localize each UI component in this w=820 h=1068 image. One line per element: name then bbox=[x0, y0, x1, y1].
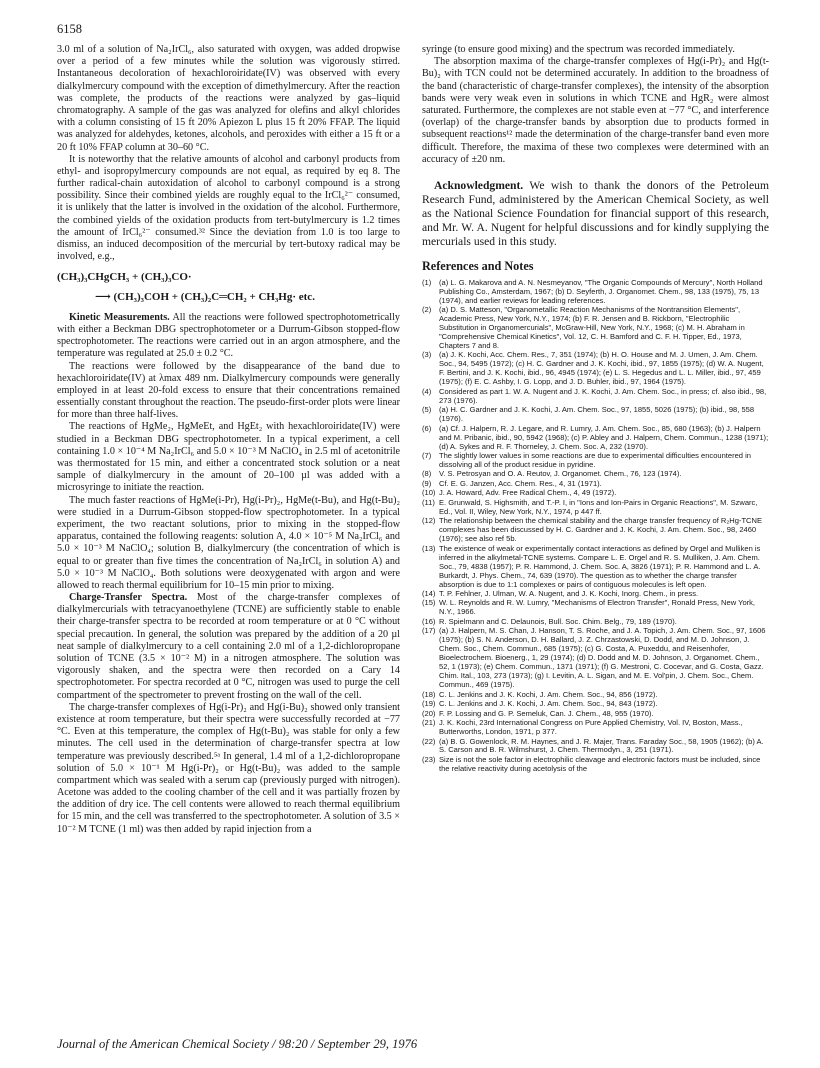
acknowledgment bbox=[422, 179, 769, 250]
paragraph bbox=[57, 312, 400, 361]
references-list bbox=[422, 279, 769, 774]
reference-text: (a) H. C. Gardner and J. K. Kochi, J. Am. Chem. Soc., 97, 1855, 5026 (1975); (b) ibid., 98, 558 (1976). bbox=[439, 405, 755, 424]
reference-item bbox=[422, 545, 769, 590]
reference-item bbox=[422, 756, 769, 774]
reference-number: (7) bbox=[422, 450, 432, 460]
equation-line: ⟶ (CH₃)₃COH + (CH₃)₂C═CH₂ + CH₃Hg· etc. bbox=[95, 290, 315, 303]
reference-text: (a) D. S. Matteson, "Organometallic Reaction Mechanisms of the Nontransition Elements", Academic Press, New York, N.Y., 1974; (b) F. R. Jensen and B. Rickborn, "Electrophilic Substitution in Organomercurials", McGraw-Hill, New York, N.Y., 1968; (c) M. H. Abraham in "Comprehensive Chemical Kinetics", Vol. 12, C. H. Bamford and C. F. H. Tipper, Ed., 1973, Chapters 7 and 8. bbox=[439, 304, 745, 350]
reference-text: (a) Cf. J. Halpern, R. J. Legare, and R. Lumry, J. Am. Chem. Soc., 85, 680 (1963); (b) J. Halpern and M. Pribanic, ibid., 90, 5942 (1968); (c) P. Abley and J. Halpern, Chem. Commun., 1238 (1971); (d) A. Sykes and R. F. Thorneley, J. Chem. Soc. A, 232 (1970). bbox=[439, 423, 769, 451]
reference-item bbox=[422, 351, 769, 387]
reference-text: Cf. E. G. Janzen, Acc. Chem. Res., 4, 31 (1971). bbox=[439, 478, 602, 488]
reference-text: (a) L. G. Makarova and A. N. Nesmeyanov, "The Organic Compounds of Mercury", North Holland Publishing Co., Amsterdam, 1967; (b) D. Seyferth, J. Organomet. Chem., 98, 133 (1975), 75, 13 (1974), and earlier reviews for leading references. bbox=[439, 277, 763, 305]
paragraph: It is noteworthy that the relative amounts of alcohol and carbonyl products from ethyl- and isopropylmercury compounds are not equal, as required by eq 8. The further radical-chain autoxidation of alcohol to carbonyl compound is a strong possibility. Since their combined yields are roughly equal to the IrCl₆²⁻ consumed, it is unlikely that the latter is involved in the oxidation of the alcohol. Furthermore, the combined yields of the oxidation products from tert-butylmercury is 1.2 times the amount of IrCl₆²⁻ consumed.³² Since the deviation from 1.0 is too large to dismiss, an induced decomposition of the mercurial by tert-butoxy radical may be involved, e.g., bbox=[57, 153, 400, 263]
journal-footer: Journal of the American Chemical Society / 98:20 / September 29, 1976 bbox=[57, 1037, 418, 1051]
reference-item bbox=[422, 406, 769, 424]
reference-item bbox=[422, 425, 769, 452]
reference-text: V. S. Petrosyan and O. A. Reutov, J. Organomet. Chem., 76, 123 (1974). bbox=[439, 469, 682, 479]
page-number: 6158 bbox=[57, 22, 82, 36]
reference-number: (16) bbox=[422, 616, 436, 626]
reference-number: (23) bbox=[422, 754, 436, 764]
reference-item bbox=[422, 627, 769, 690]
reference-number: (14) bbox=[422, 589, 436, 599]
reference-text: The slightly lower values in some reactions are due to experimental difficulties encountered in dissolving all of the product residue in pyridine. bbox=[439, 450, 751, 469]
paragraph: The reactions were followed by the disappearance of the band due to hexachloroiridate(IV) at λmax 489 nm. Dialkylmercury compounds were generally employed in at least 20-fold excess to ensure that their concentrations remained essentially constant throughout the reaction. The pseudo-first-order plots were linear for more than three half-lives. bbox=[57, 360, 400, 421]
reference-number: (9) bbox=[422, 478, 432, 488]
reference-number: (15) bbox=[422, 598, 436, 608]
reference-item bbox=[422, 719, 769, 737]
reference-number: (10) bbox=[422, 488, 436, 498]
reference-number: (17) bbox=[422, 626, 436, 636]
reference-number: (2) bbox=[422, 304, 432, 314]
reference-item bbox=[422, 489, 769, 498]
reference-text: (a) B. G. Gowenlock, R. M. Haynes, and J. R. Majer, Trans. Faraday Soc., 58, 1905 (1962); (b) A. S. Carson and B. R. Wilmshurst, J. Chem. Thermodyn., 3, 251 (1971). bbox=[439, 736, 764, 755]
reference-number: (21) bbox=[422, 718, 436, 728]
paragraph: The much faster reactions of HgMe(i-Pr), Hg(i-Pr)₂, HgMe(t-Bu), and Hg(t-Bu)₂ were studied in a Durrum-Gibson stopped-flow spectrophotometer. In a typical experiment, the two reactant solutions, prior to mixing in the stopped-flow apparatus, contained the following reagents: solution A, 4.0 × 10⁻⁵ M Na₂IrCl₆ and 5.0 × 10⁻³ M NaClO₄; solution B, dialkylmercury (the concentration of which is equal to or greater than five times the concentration of Na₂IrCl₆ in solution A) and 5.0 × 10⁻³ M NaClO₄. Both solutions were deoxygenated with argon and were allowed to reach thermal equilibrium for 10–15 min prior to mixing. bbox=[57, 494, 400, 591]
reference-text: R. Spielmann and C. Delaunois, Bull. Soc. Chim. Belg., 79, 189 (1970). bbox=[439, 616, 677, 626]
paragraph: syringe (to ensure good mixing) and the spectrum was recorded immediately. bbox=[422, 44, 735, 55]
reference-text: W. L. Reynolds and R. W. Lumry, "Mechanisms of Electron Transfer", Ronald Press, New York, N.Y., 1966. bbox=[439, 598, 756, 617]
left-column bbox=[57, 44, 400, 836]
reference-text: E. Grunwald, S. Highsmith, and T.-P. I, in "Ions and Ion-Pairs in Organic Reactions", M. Szwarc, Ed., Vol. II, Wiley, New York, N.Y., 1974, p 447 ff. bbox=[439, 497, 758, 516]
reference-text: F. P. Lossing and G. P. Semeluk, Can. J. Chem., 48, 955 (1970). bbox=[439, 708, 654, 718]
reference-item bbox=[422, 388, 769, 406]
reference-number: (22) bbox=[422, 736, 436, 746]
reference-number: (6) bbox=[422, 423, 432, 433]
references-heading: References and Notes bbox=[422, 258, 534, 273]
reference-item bbox=[422, 499, 769, 517]
reference-text: (a) J. K. Kochi, Acc. Chem. Res., 7, 351 (1974); (b) H. O. House and M. J. Umen, J. Am. Chem. Soc., 94, 5495 (1972); (c) H. C. Gardner and J. K. Kochi, ibid., 97, 1855 (1975); (d) W. A. Nugent, F. Bertini, and J. K. Kochi, ibid., 96, 4945 (1974); (e) L. S. Hegedus and L. L. Miller, ibid., 97, 459 (1975); (f) E. C. Ashby, I. G. Lopp, and J. D. Buhler, ibid., 97, 1964 (1975). bbox=[439, 350, 764, 387]
reference-item bbox=[422, 738, 769, 756]
reference-text: Size is not the sole factor in electrophilic cleavage and electronic factors must be included, since the relative reactivity during acetolysis of the bbox=[439, 754, 761, 773]
reference-text: (a) J. Halpern, M. S. Chan, J. Hanson, T. S. Roche, and J. A. Topich, J. Am. Chem. Soc., 97, 1606 (1975); (b) S. N. Anderson, D. H. Ballard, J. Z. Chrzastowski, D. Dodd, and M. D. Johnson, J. Chem. Soc., Chem. Commun., 685 (1975); (c) G. Costa, A. Puxeddu, and Reisenhofer, Bioelectrochem. Bioenerg., 1, 29 (1974); (d) D. Dodd and M. D. Johnson, J. Organomet. Chem., 52, 1 (1973); (e) Chem. Commun., 1371 (1971); (f) G. Mestroni, C. Cocevar, and G. Costa, Gazz. Chim. Ital., 103, 273 (1973); (g) I. Levitin, A. L. Sigan, and M. E. Vol'pin, J. Chem. Soc., Chem. Commun., 469 (1975). bbox=[439, 626, 766, 690]
equation-line: (CH₃)₃CHgCH₃ + (CH₃)₃CO· bbox=[57, 271, 192, 284]
reference-number: (8) bbox=[422, 469, 432, 479]
reference-text: J. A. Howard, Adv. Free Radical Chem., 4, 49 (1972). bbox=[439, 488, 617, 498]
reference-number: (1) bbox=[422, 277, 432, 287]
reference-number: (13) bbox=[422, 543, 436, 553]
paragraph: The absorption maxima of the charge-transfer complexes of Hg(i-Pr)₂ and Hg(t-Bu)₂ with TCN could not be determined accurately. In addition to the broadness of the band (characteristic of charge-transfer complexes), the intensity of the absorption bands were very weak even in solutions in which TCNE and HgR₂ were almost saturated. Furthermore, the complexes are not stable even at −77 °C, and interference (overlap) of the charge-transfer bands by absorption due to products formed in subsequent reactions¹² made the determination of the charge-transfer band even more difficult. Therefore, the maxima of these two complexes were determined with an accuracy of ±20 nm. bbox=[422, 56, 769, 165]
reference-item bbox=[422, 599, 769, 617]
paragraph: The charge-transfer complexes of Hg(i-Pr)₂ and Hg(i-Bu)₂ showed only transient existence at room temperature, but their spectra were successfully recorded at −77 °C. Even at this temperature, the complex of Hg(t-Bu)₂ was stable for only a few minutes. The cell used in the determination of charge-transfer spectra at low temperature was previously described.⁵ᵃ In general, 1.4 ml of a 1,2-dichloropropane solution of 5.0 × 10⁻¹ M Hg(i-Pr)₂ or Hg(t-Bu)₂ was added to the sample compartment which was sealed with a serum cap (previously purged with nitrogen). Acetone was added to the cooling chamber of the cell and it was partially frozen by the addition of dry ice. The cell contents were allowed to reach thermal equilibrium for 15 min, and the cell was transferred to the spectrophotometer. A solution of 3.5 × 10⁻² M TCNE (1 ml) was then added by rapid injection from a bbox=[57, 701, 400, 835]
reference-number: (20) bbox=[422, 708, 436, 718]
paragraph: 3.0 ml of a solution of Na₂IrCl₆, also saturated with oxygen, was added dropwise over a period of a few minutes while the solution was vigorously stirred. Instantaneous decoloration of hexachloroiridate(IV) was observed with every dialkylmercury compound with the exception of dimethylmercury. After the reaction was complete, the products of the reactions were analyzed by gas–liquid chromatography. A sample of the gas was analyzed for olefins and alkyl chlorides with a column consisting of 15 ft 20% Apiezon L plus 15 ft 20% FFAP. The liquid was analyzed for aldehydes, ketones, alcohols, and peroxides with either a 15 ft or a 20 ft 10% FFAP column at 30–60 °C. bbox=[57, 44, 400, 153]
reference-item bbox=[422, 700, 769, 709]
run-in-heading: Acknowledgment. bbox=[434, 178, 524, 192]
run-in-heading: Kinetic Measurements. bbox=[69, 311, 170, 323]
reference-text: C. L. Jenkins and J. K. Kochi, J. Am. Chem. Soc., 94, 843 (1972). bbox=[439, 699, 658, 709]
reference-item bbox=[422, 517, 769, 544]
reference-text: C. L. Jenkins and J. K. Kochi, J. Am. Chem. Soc., 94, 856 (1972). bbox=[439, 689, 658, 699]
reference-text: Considered as part 1. W. A. Nugent and J. K. Kochi, J. Am. Chem. Soc., in press; cf. also ibid., 98, 273 (1976). bbox=[439, 386, 767, 405]
reference-item bbox=[422, 306, 769, 351]
paragraph-text: All the reactions were followed spectrophotometrically with either a Beckman DBG spectrophotometer or a Durrum-Gibson stopped-flow spectrophotometer. The reactions were carried out in an argon atmosphere, and the temperature was regulated at 25.0 ± 0.2 °C. bbox=[57, 311, 400, 360]
paragraph bbox=[57, 592, 400, 702]
reference-number: (4) bbox=[422, 386, 432, 396]
reference-number: (18) bbox=[422, 689, 436, 699]
reference-item bbox=[422, 452, 769, 470]
right-column bbox=[422, 44, 769, 774]
run-in-heading: Charge-Transfer Spectra. bbox=[69, 592, 188, 604]
reference-text: J. K. Kochi, 23rd International Congress on Pure Applied Chemistry, Vol. IV, Boston, Mass., Butterworths, London, 1971, p 377. bbox=[439, 718, 743, 737]
reference-text: The existence of weak or experimentally contact interactions as defined by Orgel and Mulliken is inferred in the alkylmetal-TCNE systems. Compare L. E. Orgel and R. S. Mulliken, J. Am. Chem. Soc., 79, 4838 (1957); P. R. Hammond, J. Chem. Soc. A, 3826 (1971); P. R. Hammond and L. A. Burkardt, J. Phys. Chem., 74, 639 (1970). The question as to whether the charge transfer absorption is due to 1:1 complexes or pairs of contiguous molecules is left open. bbox=[439, 543, 761, 589]
paragraph-text: We wish to thank the donors of the Petroleum Research Fund, administered by the American Chemical Society, as well as the National Science Foundation for financial support of this research, and Mr. W. A. Nugent for helpful discussions and for kindly supplying the mercurials used in this study. bbox=[422, 178, 769, 249]
paragraph-text: Most of the charge-transfer complexes of dialkylmercurials with tetracyanoethylene (TCNE) are sufficiently stable to enable their charge-transfer spectra to be recorded at room temperature or at 0 °C without special precaution. In general, the solution was prepared by the addition of a 20 µl neat sample of dialkylmercury to a cell containing 2.0 ml of a 1,2-dichloropropane solution of TCNE (3.5 × 10⁻² M) in a nitrogen atmosphere. The solution was vigorously shaken, and the spectra were then recorded on a Cary 14 spectrophotometer. For spectra recorded at 0 °C, nitrogen was used to purge the cell compartment of the spectrometer to prevent frosting on the wall of the cell. bbox=[57, 592, 400, 701]
paragraph: The reactions of HgMe₂, HgMeEt, and HgEt₂ with hexachloroiridate(IV) were studied in a Beckman DBG spectrophotometer. In a typical experiment, a cell containing 1.0 × 10⁻⁴ M Na₂IrCl₆ and 5.0 × 10⁻³ M NaClO₄ in 2.5 ml of acetonitrile was thermostated for 15 min, and either a concentrated stock solution or a neat sample of dialkylmercury in the amount of 20–100 µl was added with a microsyringe to initiate the reaction. bbox=[57, 421, 400, 494]
reference-number: (3) bbox=[422, 350, 432, 360]
reference-number: (5) bbox=[422, 405, 432, 415]
reference-text: The relationship between the chemical stability and the charge transfer frequency of R₂Hg-TCNE complexes has been discussed by H. C. Gardner and J. K. Kochi, J. Am. Chem. Soc., 98, 2460 (1976); see also ref 5b. bbox=[439, 516, 762, 544]
reference-text: T. P. Fehlner, J. Ulman, W. A. Nugent, and J. K. Kochi, Inorg. Chem., in press. bbox=[439, 589, 699, 599]
reference-number: (11) bbox=[422, 497, 435, 507]
reference-item bbox=[422, 279, 769, 306]
reference-number: (12) bbox=[422, 516, 436, 526]
reference-number: (19) bbox=[422, 699, 436, 709]
